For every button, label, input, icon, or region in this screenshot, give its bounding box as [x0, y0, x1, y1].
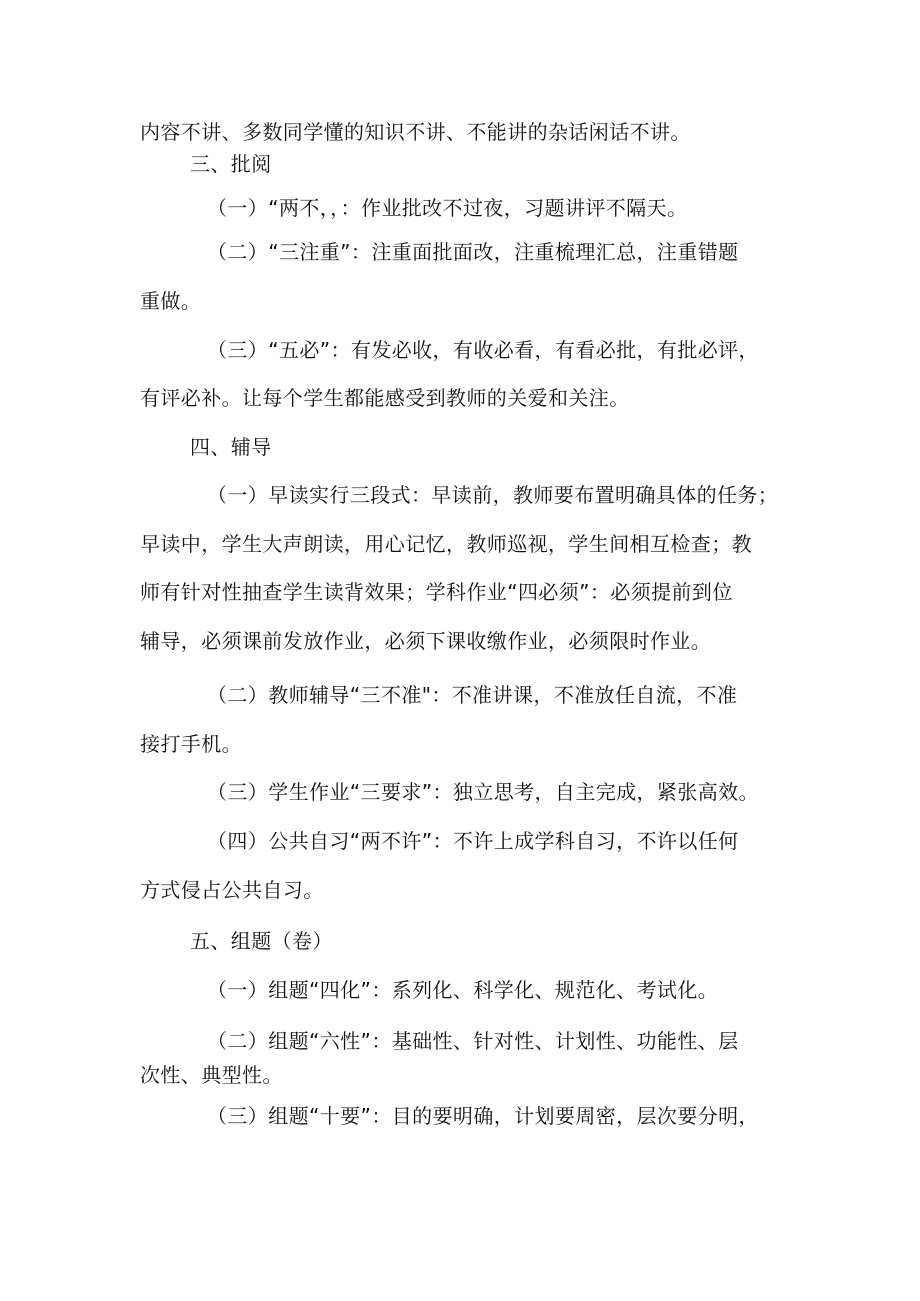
paragraph-line: 早读中，学生大声朗读，用心记忆，教师巡视，学生间相互检查；教 — [140, 532, 752, 556]
paragraph-line: （三）组题“十要”：目的要明确，计划要周密，层次要分明， — [207, 1104, 759, 1128]
paragraph-line: 有评必补。让每个学生都能感受到教师的关爱和关注。 — [140, 386, 630, 410]
paragraph-line: （一）早读实行三段式：早读前，教师要布置明确具体的任务； — [207, 483, 779, 507]
section-heading: 四、辅导 — [190, 435, 272, 459]
paragraph-line: 师有针对性抽查学生读背效果；学科作业“四必须”：必须提前到位 — [140, 580, 733, 604]
paragraph-line: 重做。 — [140, 289, 202, 313]
paragraph-line: （二）组题“六性”：基础性、针对性、计划性、功能性、层 — [207, 1029, 739, 1053]
paragraph-line: 内容不讲、多数同学懂的知识不讲、不能讲的杂话闲话不讲。 — [140, 120, 691, 144]
section-heading: 五、组题（卷） — [190, 929, 333, 953]
section-heading: 三、批阅 — [190, 152, 272, 176]
paragraph-line: （二）“三注重”：注重面批面改，注重梳理汇总，注重错题 — [207, 240, 739, 264]
paragraph-line: 方式侵占公共自习。 — [140, 878, 324, 902]
paragraph-line: 次性、典型性。 — [140, 1063, 283, 1087]
paragraph-line: （二）教师辅导“三不准"：不准讲课，不准放任自流，不准 — [207, 683, 738, 707]
paragraph-line: （四）公共自习“两不许”：不许上成学科自习，不许以任何 — [207, 829, 739, 853]
paragraph-line: 接打手机。 — [140, 732, 242, 756]
paragraph-line: （一）组题“四化”：系列化、科学化、规范化、考试化。 — [207, 978, 719, 1002]
paragraph-line: （一）“两不，，：作业批改不过夜，习题讲评不隔天。 — [207, 196, 688, 220]
paragraph-line: （三）学生作业“三要求”：独立思考，自主完成，紧张高效。 — [207, 780, 759, 804]
paragraph-line: （三）“五必”：有发必收，有收必看，有看必批，有批必评， — [207, 338, 759, 362]
paragraph-line: 辅导，必须课前发放作业，必须下课收缴作业，必须限时作业。 — [140, 629, 712, 653]
